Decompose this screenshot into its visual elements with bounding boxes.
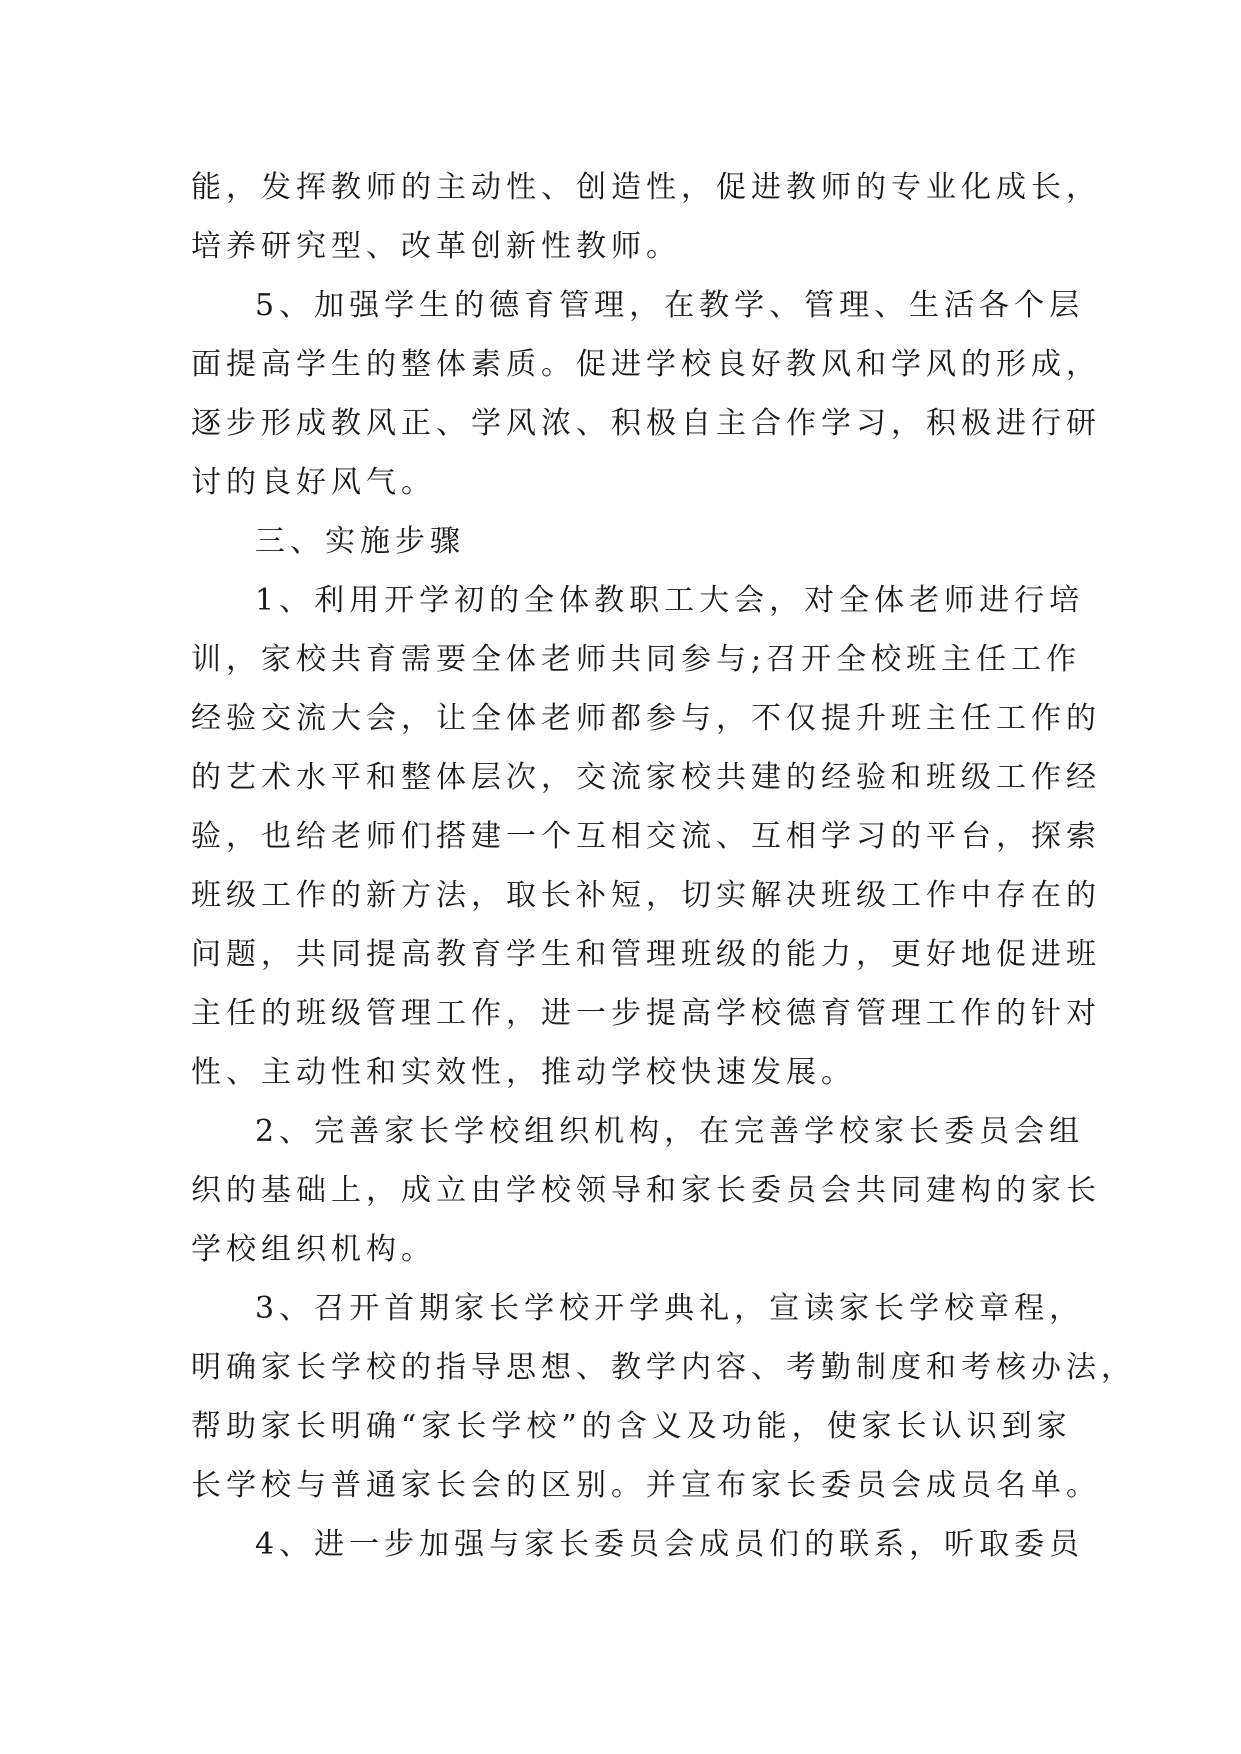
paragraph-line: 明确家长学校的指导思想、教学内容、考勤制度和考核办法， xyxy=(191,1350,1136,1385)
paragraph-line: 逐步形成教风正、学风浓、积极自主合作学习，积极进行研 xyxy=(191,406,1101,441)
paragraph-line: 班级工作的新方法，取长补短，切实解决班级工作中存在的 xyxy=(191,878,1101,913)
paragraph-line: 1、利用开学初的全体教职工大会，对全体老师进行培 xyxy=(255,583,1085,618)
paragraph-line: 主任的班级管理工作，进一步提高学校德育管理工作的针对 xyxy=(191,996,1101,1031)
paragraph-line: 验，也给老师们搭建一个互相交流、互相学习的平台，探索 xyxy=(191,819,1101,854)
paragraph-line: 3、召开首期家长学校开学典礼，宣读家长学校章程， xyxy=(255,1291,1085,1326)
paragraph-line: 织的基础上，成立由学校领导和家长委员会共同建构的家长 xyxy=(191,1173,1101,1208)
paragraph-line: 4、进一步加强与家长委员会成员们的联系，听取委员 xyxy=(255,1527,1085,1562)
paragraph-line: 讨的良好风气。 xyxy=(191,465,436,500)
document-body xyxy=(191,158,1136,1574)
paragraph-line: 面提高学生的整体素质。促进学校良好教风和学风的形成， xyxy=(191,347,1101,382)
paragraph-line: 训，家校共育需要全体老师共同参与;召开全校班主任工作 xyxy=(191,642,1082,677)
section-heading: 三、实施步骤 xyxy=(255,524,465,559)
paragraph-line: 的艺术水平和整体层次，交流家校共建的经验和班级工作经 xyxy=(191,760,1101,795)
paragraph-line: 经验交流大会，让全体老师都参与，不仅提升班主任工作的 xyxy=(191,701,1101,736)
paragraph-line: 学校组织机构。 xyxy=(191,1232,436,1267)
paragraph-line: 帮助家长明确“家长学校”的含义及功能，使家长认识到家 xyxy=(191,1409,1072,1444)
paragraph-line: 问题，共同提高教育学生和管理班级的能力，更好地促进班 xyxy=(191,937,1101,972)
paragraph-line: 能，发挥教师的主动性、创造性，促进教师的专业化成长， xyxy=(191,170,1101,205)
paragraph-line: 2、完善家长学校组织机构，在完善学校家长委员会组 xyxy=(255,1114,1085,1149)
paragraph-line: 长学校与普通家长会的区别。并宣布家长委员会成员名单。 xyxy=(191,1468,1101,1503)
paragraph-line: 培养研究型、改革创新性教师。 xyxy=(191,229,681,264)
paragraph-line: 性、主动性和实效性，推动学校快速发展。 xyxy=(191,1055,856,1090)
paragraph-line: 5、加强学生的德育管理，在教学、管理、生活各个层 xyxy=(255,288,1085,323)
